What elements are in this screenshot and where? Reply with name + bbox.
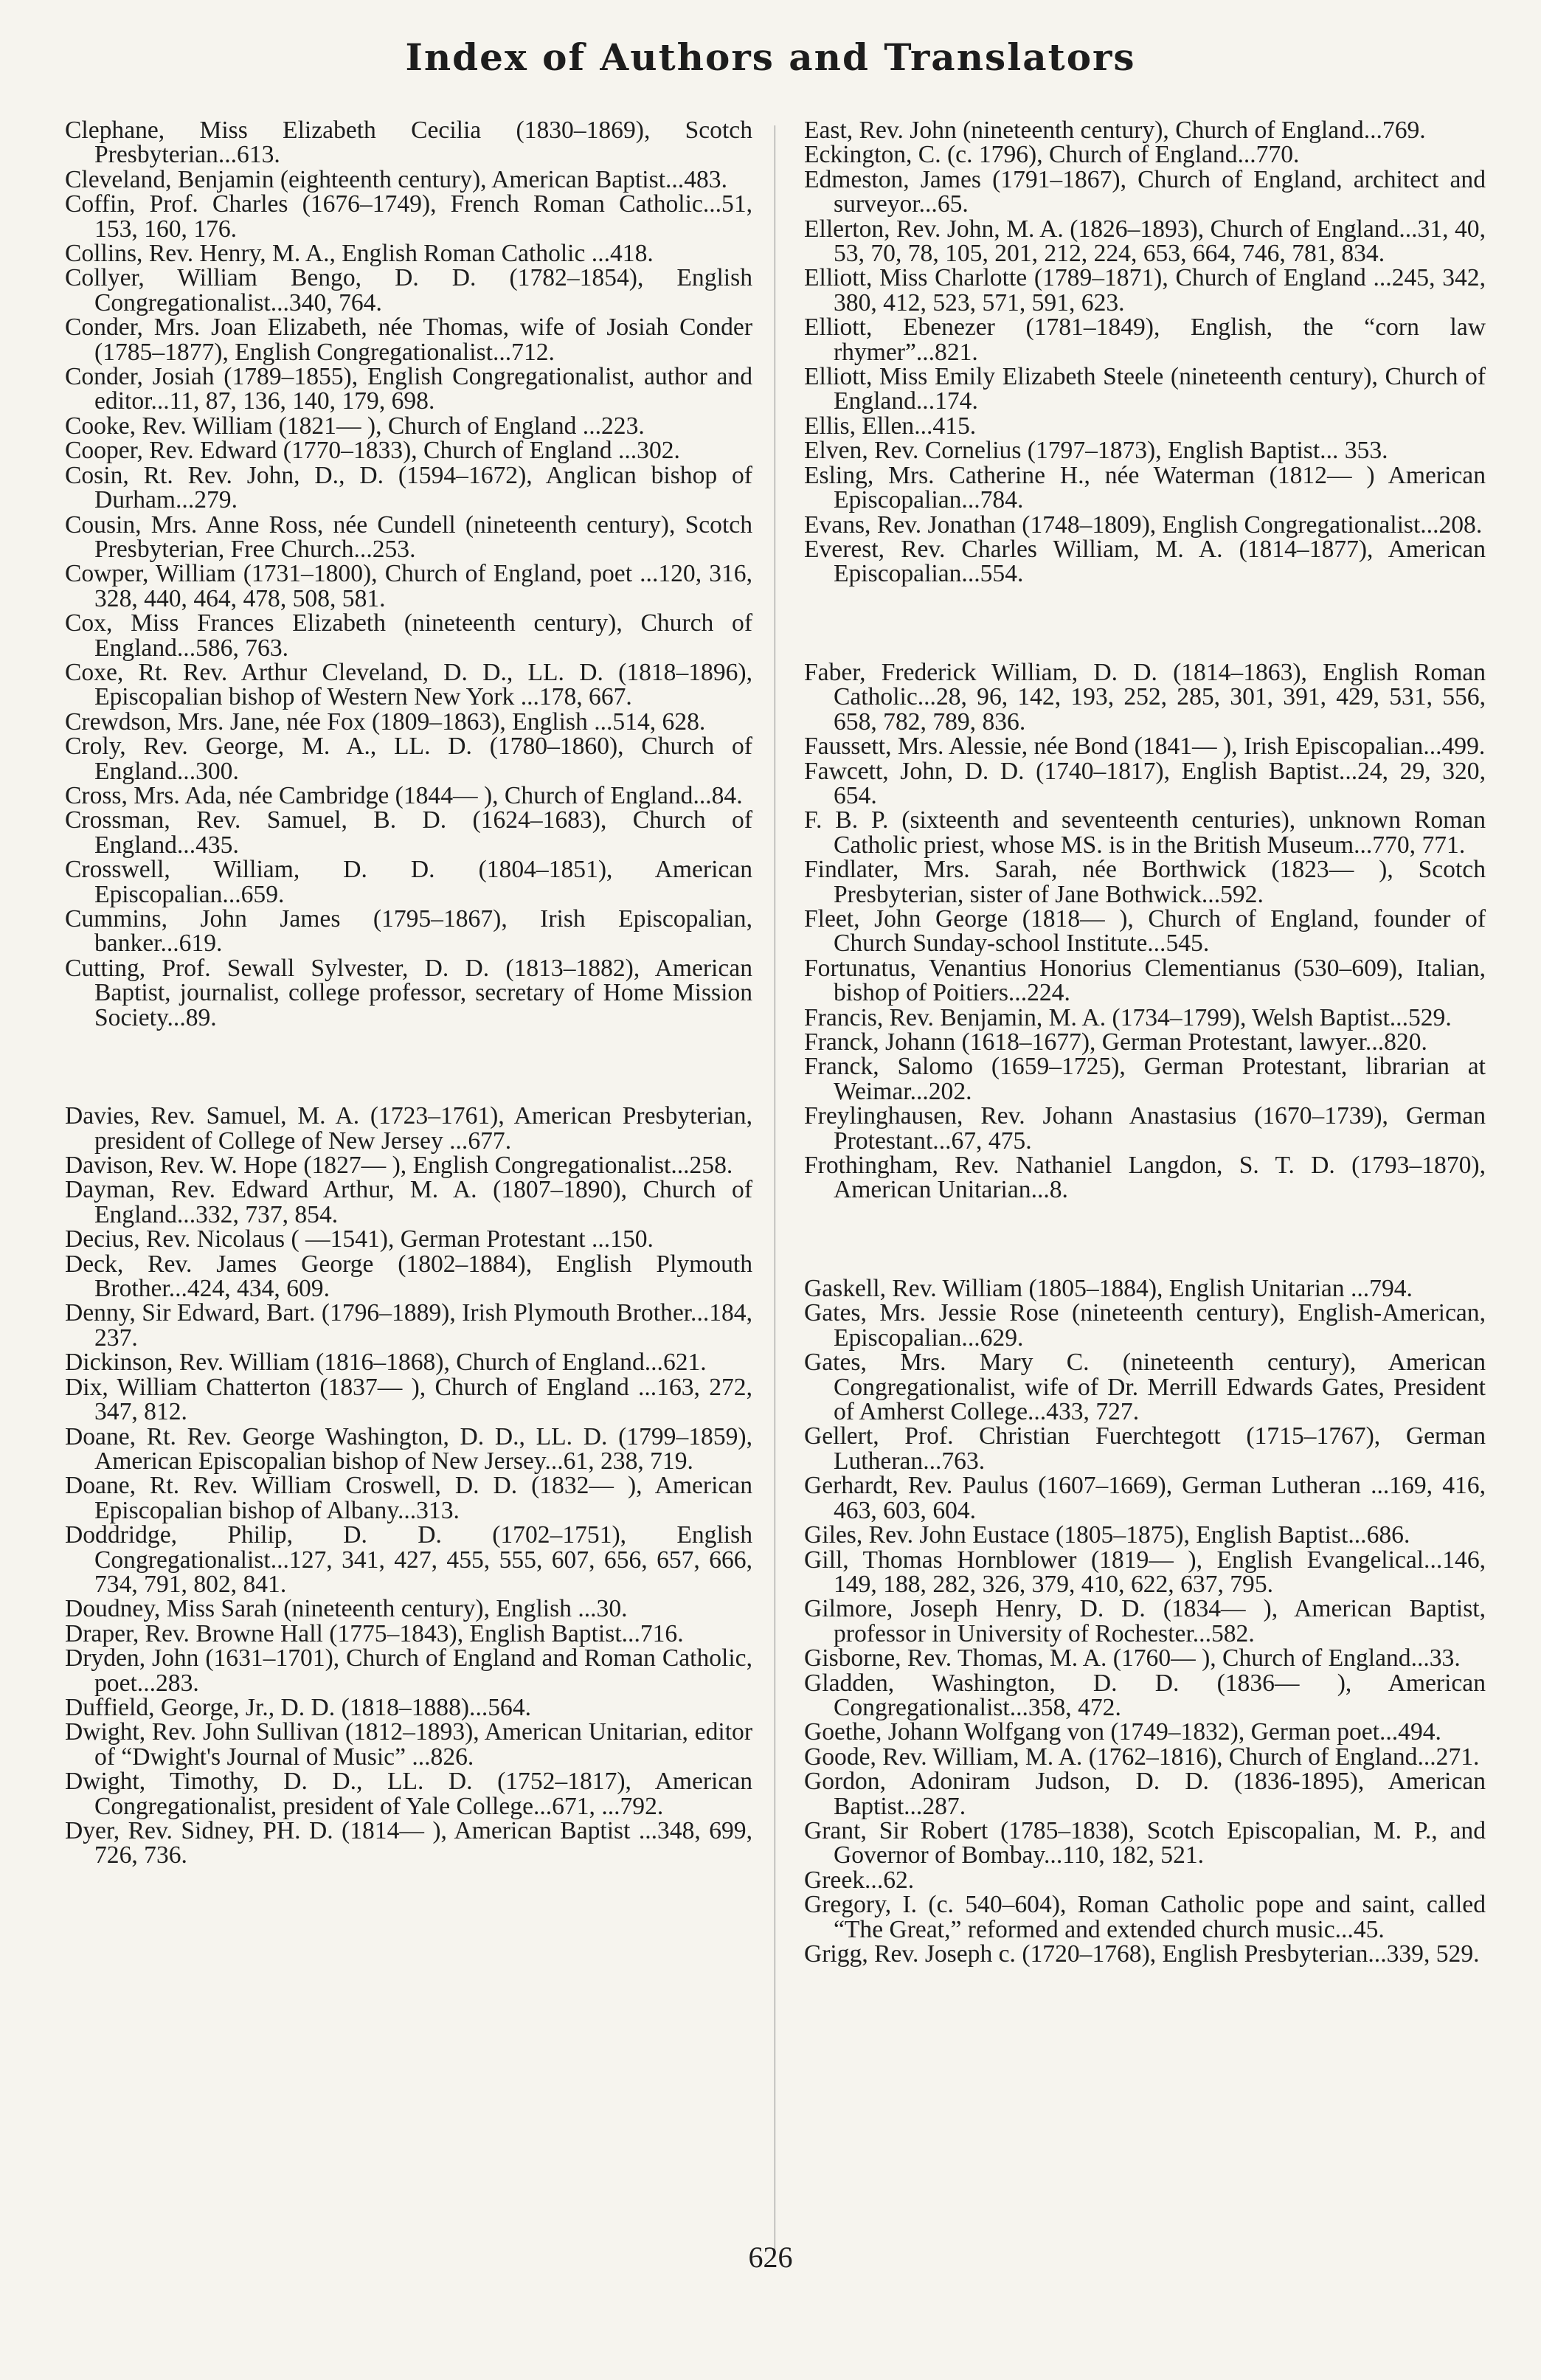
- index-entry: Grigg, Rev. Joseph c. (1720–1768), English Presbyterian...339, 529.: [804, 1940, 1480, 1968]
- index-entry: Franck, Salomo (1659–1725), German Protestant, librarian at Weimar...202.: [804, 1053, 1486, 1105]
- index-entry: Cleveland, Benjamin (eighteenth century), American Baptist...483.: [65, 165, 727, 193]
- index-entry: Coffin, Prof. Charles (1676–1749), French Roman Catholic...51, 153, 160, 176.: [65, 190, 752, 243]
- index-entry: Conder, Mrs. Joan Elizabeth, née Thomas, wife of Josiah Conder (1785–1877), English Congregationalist...712.: [65, 314, 752, 366]
- index-entry: Doane, Rt. Rev. William Croswell, D. D. (1832— ), American Episcopalian bishop of Albany...313.: [65, 1472, 752, 1524]
- index-entry: Deck, Rev. James George (1802–1884), English Plymouth Brother...424, 434, 609.: [65, 1250, 752, 1303]
- index-entry: F. B. P. (sixteenth and seventeenth centuries), unknown Roman Catholic priest, whose MS. is in the British Museum...770, 771.: [804, 806, 1486, 859]
- index-entry: Gerhardt, Rev. Paulus (1607–1669), German Lutheran ...169, 416, 463, 603, 604.: [804, 1472, 1486, 1524]
- index-entry: Elliott, Miss Charlotte (1789–1871), Church of England ...245, 342, 380, 412, 523, 571, 591, 623.: [804, 264, 1486, 316]
- index-entry: Gilmore, Joseph Henry, D. D. (1834— ), American Baptist, professor in University of Rochester...582.: [804, 1595, 1486, 1647]
- index-entry: Crosswell, William, D. D. (1804–1851), American Episcopalian...659.: [65, 856, 752, 908]
- index-entry: Cutting, Prof. Sewall Sylvester, D. D. (1813–1882), American Baptist, journalist, college professor, secretary of Home Mission Society...89.: [65, 954, 752, 1031]
- index-entry: Crewdson, Mrs. Jane, née Fox (1809–1863), English ...514, 628.: [65, 708, 706, 736]
- index-entry: Fawcett, John, D. D. (1740–1817), English Baptist...24, 29, 320, 654.: [804, 757, 1486, 809]
- index-entry: Francis, Rev. Benjamin, M. A. (1734–1799), Welsh Baptist...529.: [804, 1003, 1452, 1031]
- index-entry: Croly, Rev. George, M. A., LL. D. (1780–1860), Church of England...300.: [65, 733, 752, 785]
- index-entry: Frothingham, Rev. Nathaniel Langdon, S. T. D. (1793–1870), American Unitarian...8.: [804, 1152, 1486, 1204]
- index-entry: Everest, Rev. Charles William, M. A. (1814–1877), American Episcopalian...554.: [804, 535, 1486, 588]
- index-entry: Gladden, Washington, D. D. (1836— ), American Congregationalist...358, 472.: [804, 1669, 1486, 1721]
- index-entry: Esling, Mrs. Catherine H., née Waterman (1812— ) American Episcopalian...784.: [804, 461, 1486, 514]
- section-gap: [804, 1227, 1486, 1251]
- index-entry: Gisborne, Rev. Thomas, M. A. (1760— ), Church of England...33.: [804, 1644, 1461, 1672]
- index-entry: Cox, Miss Frances Elizabeth (nineteenth century), Church of England...586, 763.: [65, 609, 752, 662]
- index-entry: Gregory, I. (c. 540–604), Roman Catholic pope and saint, called “The Great,” reformed and extended church music...45.: [804, 1891, 1486, 1943]
- index-entry: Dwight, Rev. John Sullivan (1812–1893), American Unitarian, editor of “Dwight's Journal of Music” ...826.: [65, 1718, 752, 1771]
- index-entry: Cousin, Mrs. Anne Ross, née Cundell (nineteenth century), Scotch Presbyterian, Free Church...253.: [65, 511, 752, 563]
- index-entry: Faber, Frederick William, D. D. (1814–1863), English Roman Catholic...28, 96, 142, 193, 252, 285, 301, 391, 429, 531, 556, 658, 782, 789, 836.: [804, 658, 1486, 736]
- index-entry: Cross, Mrs. Ada, née Cambridge (1844— ), Church of England...84.: [65, 781, 743, 809]
- index-entry: Cooper, Rev. Edward (1770–1833), Church of England ...302.: [65, 437, 680, 465]
- index-entry: Evans, Rev. Jonathan (1748–1809), English Congregationalist...208.: [804, 511, 1483, 539]
- index-entry: Gaskell, Rev. William (1805–1884), English Unitarian ...794.: [804, 1275, 1413, 1303]
- index-entry: Cosin, Rt. Rev. John, D., D. (1594–1672), Anglican bishop of Durham...279.: [65, 461, 752, 514]
- index-entry: Doddridge, Philip, D. D. (1702–1751), English Congregationalist...127, 341, 427, 455, 555, 607, 656, 657, 666, 734, 791, 802, 841.: [65, 1521, 752, 1598]
- index-entry: Coxe, Rt. Rev. Arthur Cleveland, D. D., LL. D. (1818–1896), Episcopalian bishop of Western New York ...178, 667.: [65, 658, 752, 711]
- page-number: 626: [748, 2241, 793, 2274]
- index-entry: Denny, Sir Edward, Bart. (1796–1889), Irish Plymouth Brother...184, 237.: [65, 1299, 752, 1352]
- section-gap: [65, 1055, 752, 1079]
- index-entry: Gates, Mrs. Jessie Rose (nineteenth century), English-American, Episcopalian...629.: [804, 1299, 1486, 1352]
- index-entry: Clephane, Miss Elizabeth Cecilia (1830–1869), Scotch Presbyterian...613.: [65, 117, 752, 169]
- index-entry: Dryden, John (1631–1701), Church of England and Roman Catholic, poet...283.: [65, 1644, 752, 1697]
- section-gap: [804, 611, 1486, 635]
- index-entry: Eckington, C. (c. 1796), Church of England...770.: [804, 141, 1300, 169]
- index-entry: Collins, Rev. Henry, M. A., English Roman Catholic ...418.: [65, 240, 654, 268]
- index-entry: Duffield, George, Jr., D. D. (1818–1888)...564.: [65, 1693, 531, 1721]
- index-entry: Dickinson, Rev. William (1816–1868), Church of England...621.: [65, 1349, 707, 1377]
- index-entry: Greek...62.: [804, 1866, 915, 1894]
- index-entry: Dwight, Timothy, D. D., LL. D. (1752–1817), American Congregationalist, president of Yale College...671, ...792.: [65, 1768, 752, 1820]
- index-entry: Gates, Mrs. Mary C. (nineteenth century), American Congregationalist, wife of Dr. Merrill Edwards Gates, President of Amherst College...433, 727.: [804, 1349, 1486, 1426]
- index-entry: Collyer, William Bengo, D. D. (1782–1854), English Congregationalist...340, 764.: [65, 264, 752, 316]
- index-entry: Fortunatus, Venantius Honorius Clementianus (530–609), Italian, bishop of Poitiers...224.: [804, 954, 1486, 1007]
- index-entry: Goethe, Johann Wolfgang von (1749–1832), German poet...494.: [804, 1718, 1441, 1746]
- index-entry: Elliott, Ebenezer (1781–1849), English, the “corn law rhymer”...821.: [804, 314, 1486, 366]
- index-entry: Freylinghausen, Rev. Johann Anastasius (1670–1739), German Protestant...67, 475.: [804, 1102, 1486, 1155]
- index-entry: Doane, Rt. Rev. George Washington, D. D., LL. D. (1799–1859), American Episcopalian bishop of New Jersey...61, 238, 719.: [65, 1422, 752, 1475]
- index-entry: Gordon, Adoniram Judson, D. D. (1836-1895), American Baptist...287.: [804, 1768, 1486, 1820]
- index-entry: Grant, Sir Robert (1785–1838), Scotch Episcopalian, M. P., and Governor of Bombay...110, 182, 521.: [804, 1816, 1486, 1869]
- index-entry: Giles, Rev. John Eustace (1805–1875), English Baptist...686.: [804, 1521, 1410, 1549]
- index-entry: Cooke, Rev. William (1821— ), Church of England ...223.: [65, 412, 645, 440]
- index-entry: Decius, Rev. Nicolaus ( —1541), German Protestant ...150.: [65, 1225, 654, 1253]
- index-entry: Dix, William Chatterton (1837— ), Church of England ...163, 272, 347, 812.: [65, 1373, 752, 1426]
- index-entry: Doudney, Miss Sarah (nineteenth century), English ...30.: [65, 1595, 628, 1623]
- index-entry: Cowper, William (1731–1800), Church of England, poet ...120, 316, 328, 440, 464, 478, 508, 581.: [65, 560, 752, 612]
- index-entry: Elliott, Miss Emily Elizabeth Steele (nineteenth century), Church of England...174.: [804, 363, 1486, 415]
- index-entry: Goode, Rev. William, M. A. (1762–1816), Church of England...271.: [804, 1743, 1480, 1771]
- index-entry: Franck, Johann (1618–1677), German Protestant, lawyer...820.: [804, 1028, 1427, 1056]
- index-entry: Dayman, Rev. Edward Arthur, M. A. (1807–1890), Church of England...332, 737, 854.: [65, 1176, 752, 1228]
- index-entry: Dyer, Rev. Sidney, PH. D. (1814— ), American Baptist ...348, 699, 726, 736.: [65, 1817, 752, 1869]
- index-entry: Findlater, Mrs. Sarah, née Borthwick (1823— ), Scotch Presbyterian, sister of Jane Bothwick...592.: [804, 856, 1486, 908]
- index-entry: Davison, Rev. W. Hope (1827— ), English Congregationalist...258.: [65, 1152, 733, 1180]
- index-entry: Ellerton, Rev. John, M. A. (1826–1893), Church of England...31, 40, 53, 70, 78, 105, 201, 212, 224, 653, 664, 746, 781, 834.: [804, 215, 1486, 268]
- index-entry: Gellert, Prof. Christian Fuerchtegott (1715–1767), German Lutheran...763.: [804, 1422, 1486, 1475]
- page-title: Index of Authors and Translators: [405, 35, 1136, 79]
- index-entry: Elven, Rev. Cornelius (1797–1873), English Baptist... 353.: [804, 437, 1388, 465]
- index-column-right: [804, 118, 1486, 1966]
- index-entry: Gill, Thomas Hornblower (1819— ), English Evangelical...146, 149, 188, 282, 326, 379, 410, 622, 637, 795.: [804, 1546, 1486, 1598]
- index-entry: Crossman, Rev. Samuel, B. D. (1624–1683), Church of England...435.: [65, 806, 752, 859]
- index-entry: Conder, Josiah (1789–1855), English Congregationalist, author and editor...11, 87, 136, 140, 179, 698.: [65, 363, 752, 415]
- index-entry: Cummins, John James (1795–1867), Irish Episcopalian, banker...619.: [65, 905, 752, 958]
- index-entry: East, Rev. John (nineteenth century), Church of England...769.: [804, 117, 1426, 144]
- index-entry: Faussett, Mrs. Alessie, née Bond (1841— ), Irish Episcopalian...499.: [804, 733, 1486, 761]
- index-entry: Ellis, Ellen...415.: [804, 412, 977, 440]
- index-entry: Fleet, John George (1818— ), Church of England, founder of Church Sunday-school Institute...545.: [804, 904, 1486, 958]
- index-column-left: [65, 118, 752, 1868]
- index-entry: Draper, Rev. Browne Hall (1775–1843), English Baptist...716.: [65, 1619, 684, 1647]
- index-entry: Edmeston, James (1791–1867), Church of England, architect and surveyor...65.: [804, 165, 1486, 218]
- index-entry: Davies, Rev. Samuel, M. A. (1723–1761), American Presbyterian, president of College of New Jersey ...677.: [65, 1102, 752, 1155]
